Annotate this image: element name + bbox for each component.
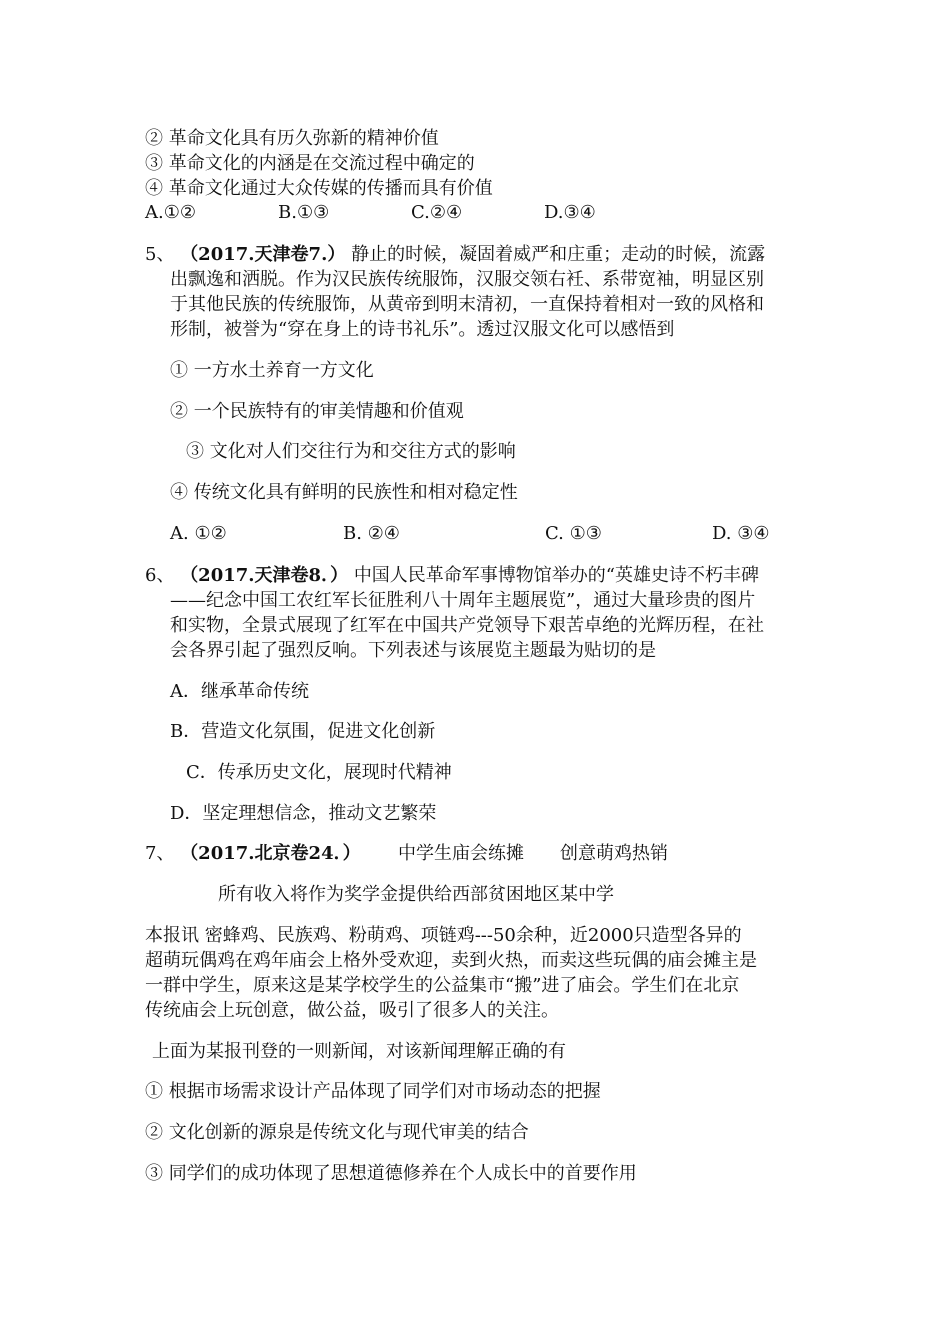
q4-item-3: ③ 革命文化的内涵是在交流过程中确定的 <box>145 153 475 174</box>
q6-option-b: B．营造文化氛围，促进文化创新 <box>170 721 436 742</box>
q7-body-line-4: 传统庙会上玩创意，做公益，吸引了很多人的关注。 <box>145 1000 559 1021</box>
q5-stem-line-4: 形制，被誉为“穿在身上的诗书礼乐”。透过汉服文化可以感悟到 <box>170 319 675 340</box>
q5-stem-line-1: 静止的时候，凝固着威严和庄重；走动的时候，流露 <box>351 244 766 265</box>
q7-first-line <box>145 842 361 866</box>
q6-stem-line-3: 和实物，全景式展现了红军在中国共产党领导下艰苦卓绝的光辉历程，在社 <box>170 615 764 636</box>
q6-source: （2017.天津卷8．） <box>180 565 349 586</box>
q4-options <box>145 201 785 225</box>
q5-item-4: ④ 传统文化具有鲜明的民族性和相对稳定性 <box>170 482 518 503</box>
q5-stem-line-2: 出飘逸和洒脱。作为汉民族传统服饰，汉服交领右衽、系带宽袖，明显区别 <box>170 269 764 290</box>
q7-body-line-1: 本报讯 密蜂鸡、民族鸡、粉萌鸡、项链鸡---50余种，近2000只造型各异的 <box>145 925 742 946</box>
q5-option-b: B. ②④ <box>343 523 400 544</box>
q7-subhead: 所有收入将作为奖学金提供给西部贫困地区某中学 <box>218 884 614 905</box>
q5-option-c: C. ①③ <box>545 523 602 544</box>
q5-item-1: ① 一方水土养育一方文化 <box>170 360 374 381</box>
q6-first-line <box>145 564 759 588</box>
q4-item-4: ④ 革命文化通过大众传媒的传播而具有价值 <box>145 178 493 199</box>
q5-number: 5、 <box>145 244 175 265</box>
q5-source: （2017.天津卷7.） <box>180 244 346 265</box>
q7-source: （2017.北京卷24．） <box>180 843 361 864</box>
q4-option-c: C.②④ <box>411 202 463 223</box>
q5-stem-line-3: 于其他民族的传统服饰，从黄帝到明末清初，一直保持着相对一致的风格和 <box>170 294 764 315</box>
q6-stem-line-2: ——纪念中国工农红军长征胜利八十周年主题展览”，通过大量珍贵的图片 <box>170 590 756 611</box>
q7-prompt: 上面为某报刊登的一则新闻，对该新闻理解正确的有 <box>152 1041 566 1062</box>
q4-item-2: ② 革命文化具有历久弥新的精神价值 <box>145 128 439 149</box>
q7-item-2: ② 文化创新的源泉是传统文化与现代审美的结合 <box>145 1122 529 1143</box>
q5-option-d: D. ③④ <box>712 523 770 544</box>
q6-number: 6、 <box>145 565 175 586</box>
q6-stem-line-4: 会各界引起了强烈反响。下列表述与该展览主题最为贴切的是 <box>170 640 656 661</box>
q5-option-a: A. ①② <box>170 523 227 544</box>
q5-options <box>170 522 810 546</box>
q7-item-3: ③ 同学们的成功体现了思想道德修养在个人成长中的首要作用 <box>145 1163 637 1184</box>
q5-item-2: ② 一个民族特有的审美情趣和价值观 <box>170 401 464 422</box>
q6-option-a: A．继承革命传统 <box>170 681 309 702</box>
q4-option-a: A.①② <box>145 202 196 223</box>
q6-option-c: C．传承历史文化，展现时代精神 <box>186 762 452 783</box>
q5-first-line <box>145 243 765 267</box>
q6-stem-line-1: 中国人民革命军事博物馆举办的“英雄史诗不朽丰碑 <box>353 565 760 586</box>
q7-item-1: ① 根据市场需求设计产品体现了同学们对市场动态的把握 <box>145 1081 601 1102</box>
q7-number: 7、 <box>145 843 175 864</box>
q7-headline-2: 创意萌鸡热销 <box>560 843 668 864</box>
q7-body-line-3: 一群中学生，原来这是某学校学生的公益集市“搬”进了庙会。学生们在北京 <box>145 975 740 996</box>
q4-option-b: B.①③ <box>278 202 330 223</box>
q5-item-3: ③ 文化对人们交往行为和交往方式的影响 <box>186 441 516 462</box>
q6-option-d: D．坚定理想信念，推动文艺繁荣 <box>170 803 437 824</box>
q7-headline: 中学生庙会练摊 <box>398 843 524 864</box>
q4-option-d: D.③④ <box>544 202 596 223</box>
q7-body-line-2: 超萌玩偶鸡在鸡年庙会上格外受欢迎，卖到火热，而卖这些玩偶的庙会摊主是 <box>145 950 757 971</box>
